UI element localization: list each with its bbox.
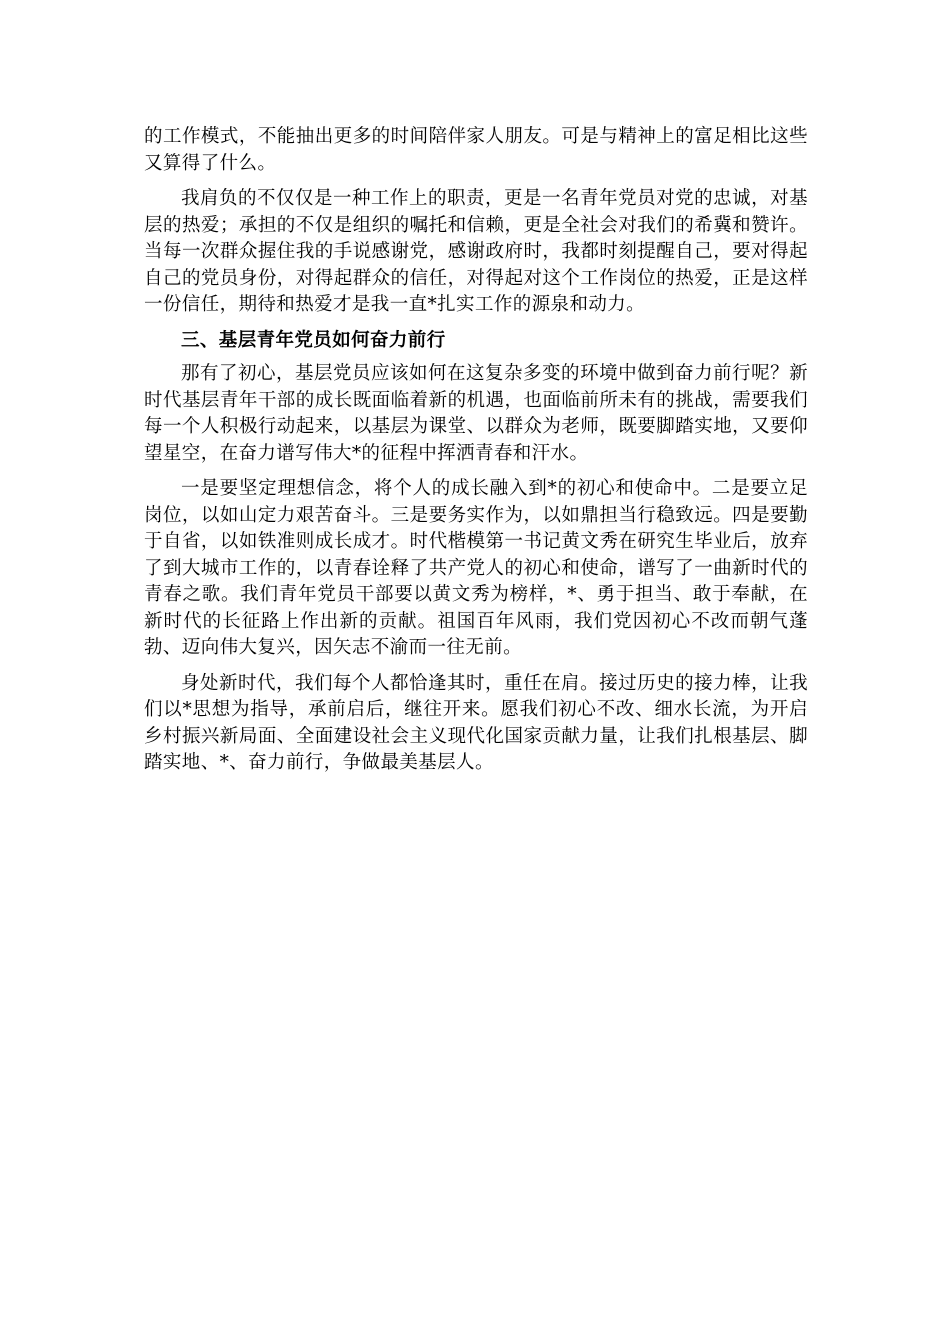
section-heading-3: 三、基层青年党员如何奋力前行 [181, 329, 446, 351]
document-body [144, 124, 808, 786]
paragraph-how-to-advance: 那有了初心，基层党员应该如何在这复杂多变的环境中做到奋力前行呢？新时代基层青年干部的成长既面临着新的机遇，也面临前所未有的挑战，需要我们每一个人积极行动起来，以基层为课堂、以群众为老师，既要脚踏实地，又要仰望星空，在奋力谱写伟大*的征程中挥洒青春和汗水。 [144, 363, 808, 464]
paragraph-conclusion: 身处新时代，我们每个人都恰逢其时，重任在肩。接过历史的接力棒，让我们以*思想为指导，承前启后，继往开来。愿我们初心不改、细水长流，为开启乡村振兴新局面、全面建设社会主义现代化国家贡献力量，让我们扎根基层、脚踏实地、*、奋力前行，争做最美基层人。 [144, 672, 808, 773]
paragraph-four-requirements: 一是要坚定理想信念，将个人的成长融入到*的初心和使命中。二是要立足岗位，以如山定力艰苦奋斗。三是要务实作为，以如鼎担当行稳致远。四是要勤于自省，以如铁准则成长成才。时代楷模第一书记黄文秀在研究生毕业后，放弃了到大城市工作的，以青春诠释了共产党人的初心和使命，谱写了一曲新时代的青春之歌。我们青年党员干部要以黄文秀为榜样，*、勇于担当、敢于奉献，在新时代的长征路上作出新的贡献。祖国百年风雨，我们党因初心不改而朝气蓬勃、迈向伟大复兴，因矢志不渝而一往无前。 [144, 478, 808, 658]
paragraph-continuation: 的工作模式，不能抽出更多的时间陪伴家人朋友。可是与精神上的富足相比这些又算得了什么。 [144, 126, 808, 174]
paragraph-responsibility: 我肩负的不仅仅是一种工作上的职责，更是一名青年党员对党的忠诚，对基层的热爱；承担的不仅是组织的嘱托和信赖，更是全社会对我们的希冀和赞许。当每一次群众握住我的手说感谢党，感谢政府时，我都时刻提醒自己，要对得起自己的党员身份，对得起群众的信任，对得起对这个工作岗位的热爱，正是这样一份信任，期待和热爱才是我一直*扎实工作的源泉和动力。 [144, 188, 808, 315]
